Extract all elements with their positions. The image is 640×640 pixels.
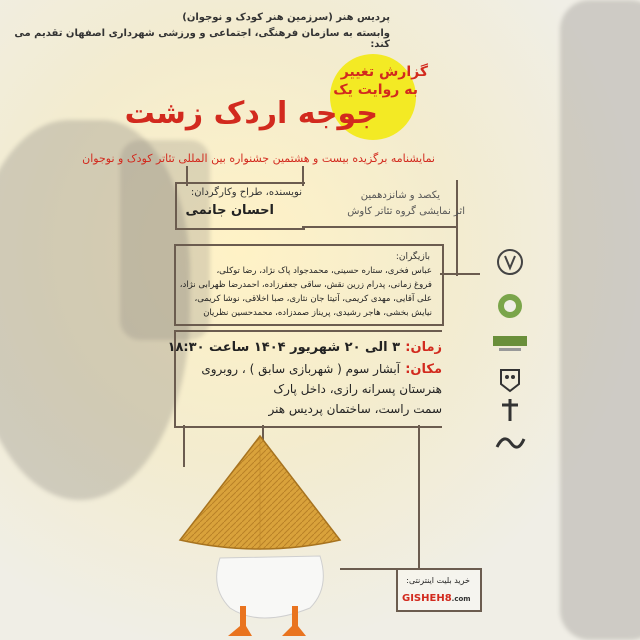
header-line-2: وابسته به سازمان فرهنگی، اجتماعی و ورزشی شهرداری اصفهان تقدیم می کند:: [14, 28, 390, 50]
subtitle: نمایشنامه برگزیده بیست و هشتمین جشنواره بین المللی تئاتر کودک و نوجوان: [82, 152, 435, 165]
production-line-2: اثر نمایشی گروه تئاتر کاوش: [347, 206, 465, 217]
parde-logo-icon: [490, 326, 530, 358]
line-right-horizontal: [440, 273, 480, 275]
cast-line-2: فروغ زمانی، پدرام زرین نقش، ساقی جعفرزاده، احمدرضا ظهرابی نژاد،: [179, 280, 432, 290]
theater-icon: [490, 364, 530, 396]
cast-line-4: نیایش بخشی، هاجر رشیدی، پریناز صمدزاده، محمدحسین نظریان: [203, 308, 432, 318]
title-small-1: گزارش تغییر: [340, 64, 428, 80]
production-box: [302, 182, 456, 228]
line-ticket-vertical: [418, 425, 420, 570]
ticket-site-name: GISHEH8: [402, 593, 452, 604]
place-line-1: آبشار سوم ( شهربازی سابق ) ، روبروی: [201, 362, 400, 376]
writer-label: نویسنده، طراح وکارگردان:: [190, 187, 302, 198]
place-label: مکان:: [405, 362, 442, 377]
production-line-1: یکصد و شانزدهمین: [360, 190, 440, 201]
time-value: ۳ الی ۲۰ شهریور ۱۴۰۴ ساعت ۱۸:۳۰: [167, 340, 400, 355]
right-shadow: [560, 0, 640, 640]
kavosh-logo-icon: [490, 426, 530, 458]
ticket-label: خرید بلیت اینترنتی:: [406, 576, 470, 585]
time-label: زمان:: [405, 340, 442, 355]
emblem-icon: [490, 246, 530, 278]
cast-label: بازیگران:: [395, 252, 430, 262]
bird-logo-icon: [490, 394, 530, 426]
title-big: جوجه اردک زشت: [124, 96, 378, 131]
straw-hat-illustration: [176, 432, 344, 560]
writer-name: احسان جانمی: [185, 203, 274, 218]
line-right-vertical: [456, 180, 458, 276]
municipality-icon: [490, 290, 530, 322]
cast-line-3: علی آقایی، مهدی کریمی، آتیتا جان نثاری، صبا اخلاقی، نوشا کریمی،: [194, 294, 432, 304]
ticket-site[interactable]: [402, 593, 471, 604]
place-line-2: هنرستان پسرانه رازی، داخل پارک: [273, 382, 442, 396]
header-line-1: پردیس هنر (سرزمین هنر کودک و نوجوان): [182, 12, 390, 23]
duck-illustration: [200, 548, 342, 640]
title-small-2: به روایت یک: [333, 82, 418, 98]
ticket-box[interactable]: [396, 568, 482, 612]
place-line-3: سمت راست، ساختمان پردیس هنر: [268, 402, 442, 416]
ticket-site-tld: .com: [451, 595, 471, 603]
cast-line-1: عباس فخری، ستاره حسینی، محمدجواد پاک نژاد، رضا توکلی،: [216, 266, 432, 276]
